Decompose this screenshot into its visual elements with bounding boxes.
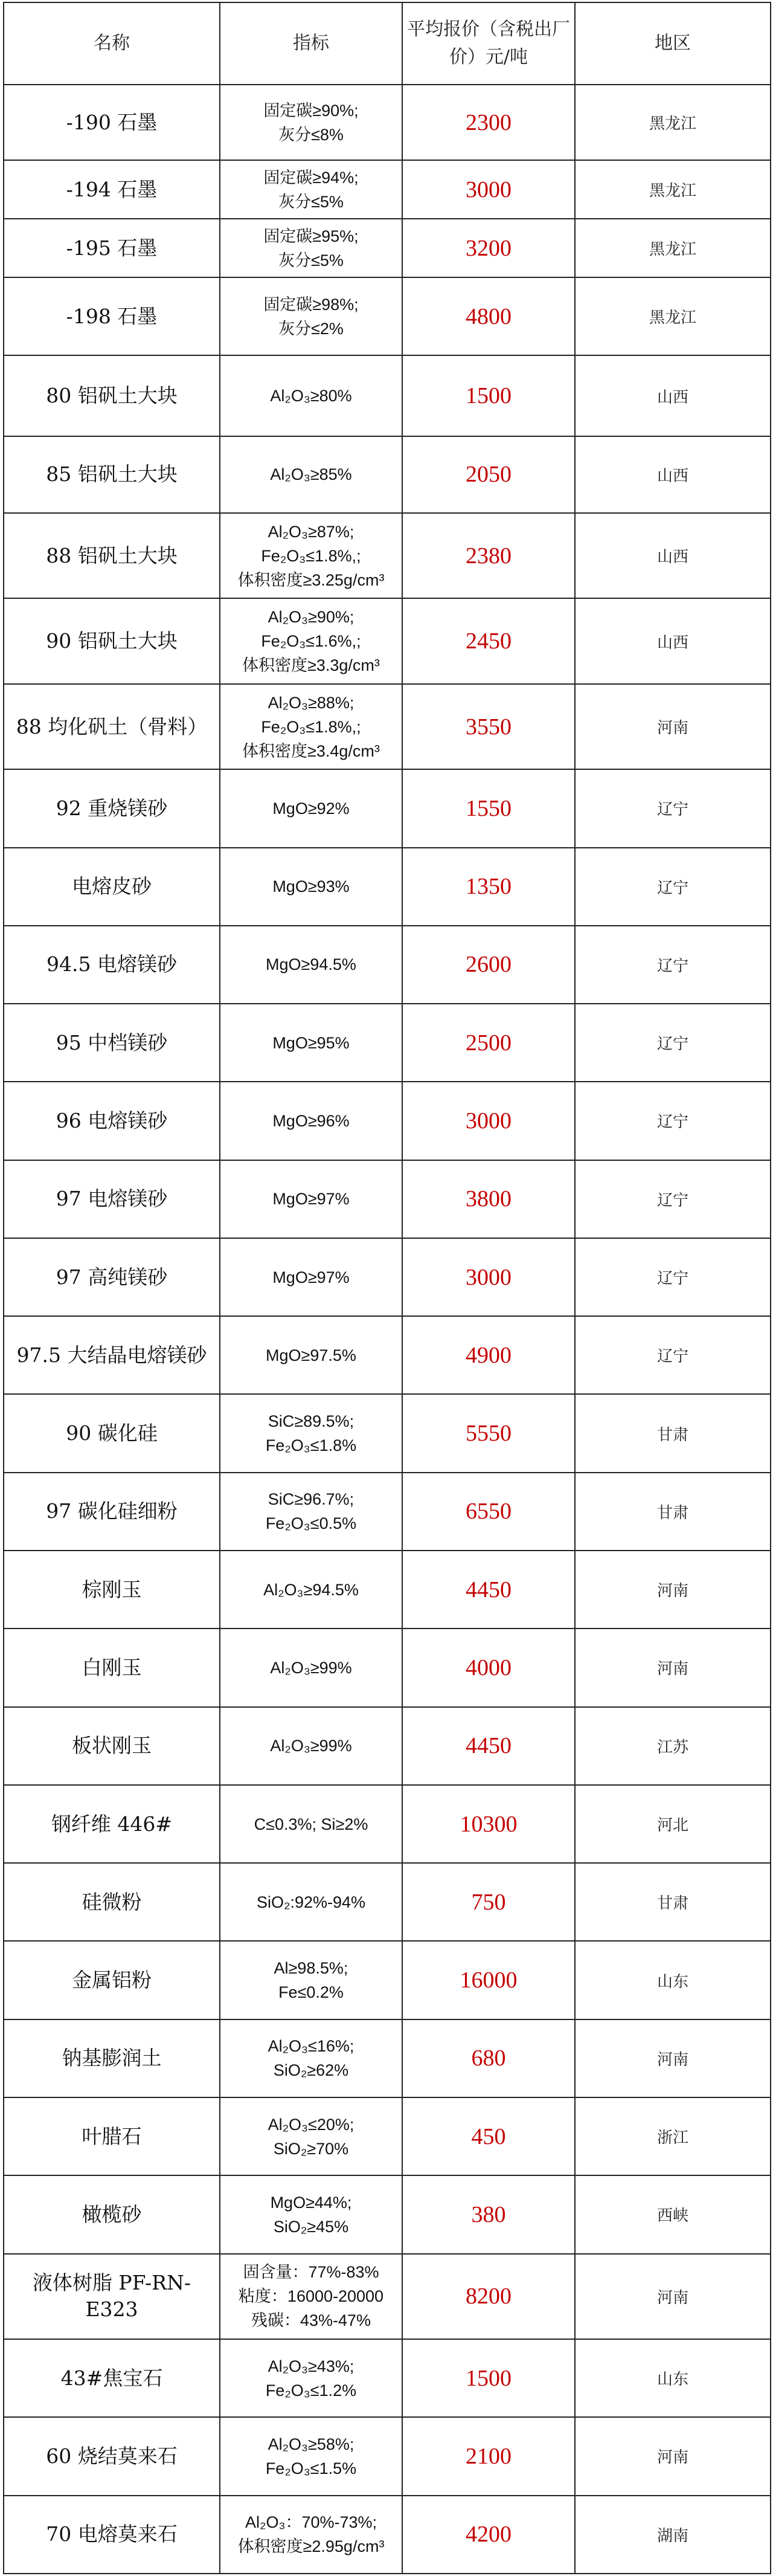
material-spec: [220, 1863, 402, 1941]
table-row: [4, 1785, 771, 1863]
material-name: 96 电熔镁砂: [4, 1082, 220, 1160]
region: 山西: [575, 436, 771, 513]
average-price: 2500: [402, 1004, 575, 1082]
spec-line: SiO₂≥45%: [273, 2217, 349, 2236]
average-price: 680: [402, 2019, 575, 2097]
header-spec: 指标: [220, 2, 402, 85]
average-price: 4900: [402, 1316, 575, 1394]
spec-line: 灰分≤5%: [278, 192, 344, 211]
average-price: 10300: [402, 1785, 575, 1863]
spec-line: 灰分≤5%: [278, 251, 344, 270]
average-price: 2050: [402, 436, 575, 513]
table-row: [4, 2254, 771, 2339]
table-row: [4, 769, 771, 847]
material-name: 43#焦宝石: [4, 2339, 220, 2417]
region: 黑龙江: [575, 277, 771, 355]
spec-line: Al₂O₃≤20%;: [268, 2115, 354, 2134]
average-price: 4200: [402, 2496, 575, 2574]
table-row: [4, 436, 771, 513]
spec-line: 残碳：43%-47%: [251, 2311, 371, 2330]
spec-line: Fe₂O₃≤1.6%,;: [261, 632, 361, 651]
average-price: 3200: [402, 219, 575, 277]
table-row: [4, 1941, 771, 2019]
average-price: 5550: [402, 1394, 575, 1472]
material-spec: [220, 160, 402, 219]
average-price: 2300: [402, 85, 575, 160]
average-price: 2100: [402, 2417, 575, 2495]
spec-line: Fe₂O₃≤0.5%: [265, 1514, 357, 1533]
spec-line: SiC≥96.7%;: [268, 1490, 354, 1509]
average-price: 8200: [402, 2254, 575, 2339]
material-spec: [220, 1629, 402, 1706]
spec-line: 体积密度≥3.3g/cm³: [242, 656, 380, 675]
spec-line: Al₂O₃≥58%;: [268, 2435, 354, 2453]
material-spec: [220, 2417, 402, 2495]
material-name: 棕刚玉: [4, 1551, 220, 1629]
average-price: 1500: [402, 355, 575, 436]
spec-line: MgO≥95%: [272, 1033, 350, 1052]
average-price: 1550: [402, 769, 575, 847]
spec-line: Al₂O₃≥99%: [270, 1737, 352, 1755]
average-price: 380: [402, 2175, 575, 2253]
average-price: 2450: [402, 598, 575, 683]
average-price: 2380: [402, 513, 575, 598]
material-spec: [220, 1551, 402, 1629]
material-spec: [220, 1004, 402, 1082]
spec-line: MgO≥97.5%: [266, 1346, 356, 1364]
material-name: 90 碳化硅: [4, 1394, 220, 1472]
spec-line: Fe₂O₃≤1.5%: [265, 2459, 357, 2478]
material-spec: [220, 1394, 402, 1472]
table-row: [4, 926, 771, 1004]
spec-line: MgO≥97%: [272, 1268, 350, 1286]
region: 西峡: [575, 2175, 771, 2253]
material-name: 叶腊石: [4, 2097, 220, 2175]
spec-line: SiO₂:92%-94%: [256, 1893, 366, 1911]
region: 山东: [575, 1941, 771, 2019]
header-price: 平均报价（含税出厂价）元/吨: [402, 2, 575, 85]
material-spec: [220, 513, 402, 598]
average-price: 750: [402, 1863, 575, 1941]
region: 河南: [575, 2019, 771, 2097]
region: 辽宁: [575, 1160, 771, 1238]
region: 甘肃: [575, 1863, 771, 1941]
average-price: 450: [402, 2097, 575, 2175]
table-row: [4, 1238, 771, 1316]
material-name: 97.5 大结晶电熔镁砂: [4, 1316, 220, 1394]
table-row: [4, 1551, 771, 1629]
spec-line: SiC≥89.5%;: [268, 1412, 354, 1431]
material-name: 液体树脂 PF-RN-E323: [4, 2254, 220, 2339]
material-spec: [220, 2339, 402, 2417]
spec-line: Al≥98.5%;: [274, 1959, 348, 1978]
average-price: 4000: [402, 1629, 575, 1706]
average-price: 1350: [402, 848, 575, 926]
material-spec: [220, 1316, 402, 1394]
material-spec: [220, 684, 402, 769]
material-spec: [220, 2496, 402, 2574]
spec-line: Al₂O₃≥43%;: [268, 2357, 354, 2375]
spec-line: Al₂O₃：70%-73%;: [245, 2513, 377, 2532]
average-price: 3000: [402, 160, 575, 219]
average-price: 1500: [402, 2339, 575, 2417]
table-row: [4, 2175, 771, 2253]
spec-line: Al₂O₃≥88%;: [268, 693, 354, 712]
region: 甘肃: [575, 1473, 771, 1551]
spec-line: Al₂O₃≥85%: [270, 465, 352, 484]
table-row: [4, 85, 771, 160]
region: 山西: [575, 513, 771, 598]
spec-line: 固定碳≥95%;: [263, 227, 359, 245]
spec-line: C≤0.3%; Si≥2%: [254, 1815, 368, 1833]
material-spec: [220, 2254, 402, 2339]
material-name: 硅微粉: [4, 1863, 220, 1941]
material-name: 95 中档镁砂: [4, 1004, 220, 1082]
region: 江苏: [575, 1707, 771, 1785]
table-row: [4, 1707, 771, 1785]
spec-line: SiO₂≥70%: [273, 2139, 349, 2158]
region: 辽宁: [575, 1004, 771, 1082]
spec-line: 体积密度≥2.95g/cm³: [237, 2537, 385, 2556]
spec-line: MgO≥92%: [272, 799, 350, 818]
spec-line: Al₂O₃≥90%;: [268, 608, 354, 627]
header-row: [4, 2, 771, 85]
average-price: 16000: [402, 1941, 575, 2019]
spec-line: 灰分≤8%: [278, 125, 344, 144]
region: 黑龙江: [575, 85, 771, 160]
material-spec: [220, 1160, 402, 1238]
table-row: [4, 1394, 771, 1472]
region: 河南: [575, 1551, 771, 1629]
table-row: [4, 513, 771, 598]
material-name: 钠基膨润土: [4, 2019, 220, 2097]
table-row: [4, 1082, 771, 1160]
table-row: [4, 277, 771, 355]
material-name: 97 电熔镁砂: [4, 1160, 220, 1238]
table-row: [4, 160, 771, 219]
average-price: 2600: [402, 926, 575, 1004]
material-spec: [220, 769, 402, 847]
material-spec: [220, 2175, 402, 2253]
spec-line: 固定碳≥90%;: [263, 101, 359, 120]
material-name: 97 碳化硅细粉: [4, 1473, 220, 1551]
material-spec: [220, 355, 402, 436]
region: 山东: [575, 2339, 771, 2417]
material-name: 钢纤维 446#: [4, 1785, 220, 1863]
material-spec: [220, 436, 402, 513]
material-name: -190 石墨: [4, 85, 220, 160]
spec-line: 体积密度≥3.4g/cm³: [242, 741, 380, 760]
spec-line: 固定碳≥94%;: [263, 168, 359, 187]
region: 河南: [575, 684, 771, 769]
average-price: 3800: [402, 1160, 575, 1238]
region: 甘肃: [575, 1394, 771, 1472]
material-name: 电熔皮砂: [4, 848, 220, 926]
table-row: [4, 355, 771, 436]
material-spec: [220, 2097, 402, 2175]
material-name: 白刚玉: [4, 1629, 220, 1706]
spec-line: 粘度：16000-20000: [238, 2287, 384, 2306]
average-price: 6550: [402, 1473, 575, 1551]
region: 浙江: [575, 2097, 771, 2175]
spec-line: Al₂O₃≥99%: [270, 1658, 352, 1677]
price-table: [3, 2, 771, 2574]
material-name: 90 铝矾土大块: [4, 598, 220, 683]
spec-line: Al₂O₃≤16%;: [268, 2037, 354, 2056]
region: 河南: [575, 2254, 771, 2339]
spec-line: Fe₂O₃≤1.8%: [265, 1436, 357, 1455]
spec-line: Fe₂O₃≤1.8%,;: [261, 717, 361, 736]
material-name: -198 石墨: [4, 277, 220, 355]
table-row: [4, 2019, 771, 2097]
region: 黑龙江: [575, 160, 771, 219]
material-name: -194 石墨: [4, 160, 220, 219]
material-spec: [220, 277, 402, 355]
region: 山西: [575, 598, 771, 683]
material-name: 97 高纯镁砂: [4, 1238, 220, 1316]
material-spec: [220, 598, 402, 683]
spec-line: MgO≥94.5%: [266, 955, 356, 974]
spec-line: 固含量：77%-83%: [243, 2263, 379, 2282]
spec-line: Al₂O₃≥94.5%: [263, 1580, 359, 1599]
table-row: [4, 684, 771, 769]
table-row: [4, 1160, 771, 1238]
spec-line: MgO≥97%: [272, 1190, 350, 1209]
material-spec: [220, 1707, 402, 1785]
spec-line: 灰分≤2%: [278, 319, 344, 338]
material-name: 88 均化矾土（骨料）: [4, 684, 220, 769]
material-name: 88 铝矾土大块: [4, 513, 220, 598]
average-price: 4800: [402, 277, 575, 355]
average-price: 4450: [402, 1551, 575, 1629]
region: 辽宁: [575, 769, 771, 847]
region: 辽宁: [575, 1316, 771, 1394]
spec-line: 固定碳≥98%;: [263, 295, 359, 314]
average-price: 4450: [402, 1707, 575, 1785]
table-row: [4, 2097, 771, 2175]
table-body: [4, 85, 771, 2574]
material-spec: [220, 1785, 402, 1863]
region: 黑龙江: [575, 219, 771, 277]
table-row: [4, 848, 771, 926]
table-row: [4, 219, 771, 277]
spec-line: MgO≥44%;: [270, 2193, 352, 2212]
material-spec: [220, 1473, 402, 1551]
material-name: 60 烧结莫来石: [4, 2417, 220, 2495]
header-name: 名称: [4, 2, 220, 85]
table-row: [4, 598, 771, 683]
table-row: [4, 1316, 771, 1394]
material-name: 94.5 电熔镁砂: [4, 926, 220, 1004]
region: 山西: [575, 355, 771, 436]
average-price: 3000: [402, 1238, 575, 1316]
region: 辽宁: [575, 1238, 771, 1316]
spec-line: MgO≥93%: [272, 877, 350, 896]
material-spec: [220, 1082, 402, 1160]
spec-line: MgO≥96%: [272, 1111, 350, 1130]
material-spec: [220, 1238, 402, 1316]
table-row: [4, 2417, 771, 2495]
spec-line: Al₂O₃≥80%: [270, 387, 352, 405]
spec-line: Fe₂O₃≤1.8%,;: [261, 546, 361, 565]
material-name: 板状刚玉: [4, 1707, 220, 1785]
spec-line: 体积密度≥3.25g/cm³: [237, 570, 385, 589]
material-name: 橄榄砂: [4, 2175, 220, 2253]
material-spec: [220, 1941, 402, 2019]
table-row: [4, 2496, 771, 2574]
header-region: 地区: [575, 2, 771, 85]
material-spec: [220, 848, 402, 926]
material-name: 92 重烧镁砂: [4, 769, 220, 847]
table-row: [4, 1473, 771, 1551]
region: 辽宁: [575, 1082, 771, 1160]
material-name: 80 铝矾土大块: [4, 355, 220, 436]
table-row: [4, 1004, 771, 1082]
spec-line: Fe₂O₃≤1.2%: [265, 2381, 357, 2400]
material-spec: [220, 2019, 402, 2097]
region: 湖南: [575, 2496, 771, 2574]
average-price: 3000: [402, 1082, 575, 1160]
material-spec: [220, 219, 402, 277]
spec-line: Fe≤0.2%: [278, 1983, 344, 2002]
spec-line: Al₂O₃≥87%;: [268, 522, 354, 541]
region: 辽宁: [575, 848, 771, 926]
region: 辽宁: [575, 926, 771, 1004]
material-name: 85 铝矾土大块: [4, 436, 220, 513]
spec-line: SiO₂≥62%: [273, 2061, 349, 2080]
region: 河南: [575, 1629, 771, 1706]
table-row: [4, 2339, 771, 2417]
average-price: 3550: [402, 684, 575, 769]
region: 河北: [575, 1785, 771, 1863]
material-name: 70 电熔莫来石: [4, 2496, 220, 2574]
table-row: [4, 1629, 771, 1706]
material-spec: [220, 926, 402, 1004]
material-name: 金属铝粉: [4, 1941, 220, 2019]
region: 河南: [575, 2417, 771, 2495]
table-row: [4, 1863, 771, 1941]
material-name: -195 石墨: [4, 219, 220, 277]
material-spec: [220, 85, 402, 160]
